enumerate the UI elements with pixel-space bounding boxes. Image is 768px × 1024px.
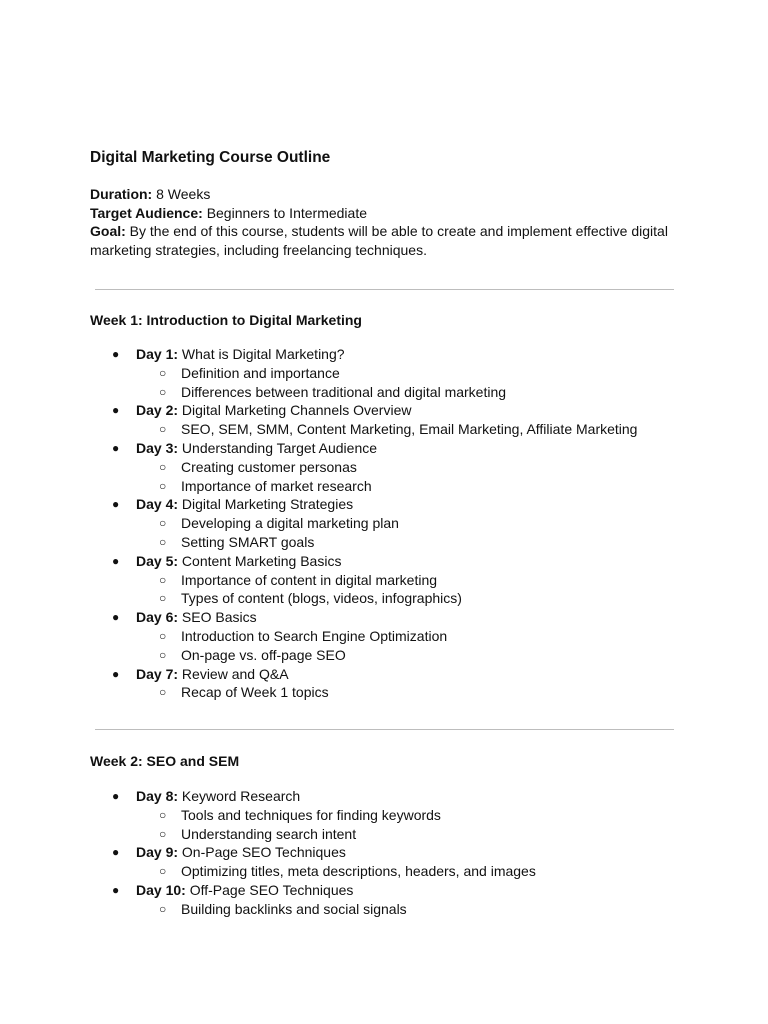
day-item	[90, 401, 680, 439]
bullet-dot-icon: ●	[112, 882, 120, 897]
bullet-circle-icon: ○	[159, 534, 167, 549]
topic-item	[137, 683, 680, 702]
day-item	[90, 881, 680, 919]
bullet-dot-icon: ●	[112, 789, 120, 803]
bullet-circle-icon: ○	[159, 516, 167, 531]
day-label: Day 10:	[136, 881, 186, 898]
topic-text: Importance of market research	[181, 477, 372, 494]
bullet-circle-icon: ○	[159, 384, 167, 399]
topic-item	[137, 514, 680, 533]
topic-text: Importance of content in digital marketing	[181, 571, 438, 588]
week-2-heading: Week 2: SEO and SEM	[90, 753, 240, 769]
bullet-circle-icon: ○	[159, 685, 167, 700]
day-title: What is Digital Marketing?	[181, 346, 345, 362]
topic-item	[137, 420, 680, 439]
topic-list	[136, 458, 680, 496]
topic-text: Tools and techniques for finding keywords	[181, 806, 441, 823]
topic-text: On-page vs. off-page SEO	[181, 646, 346, 663]
day-label: Day 6:	[136, 609, 179, 626]
bullet-circle-icon: ○	[159, 647, 167, 662]
day-label: Day 8:	[136, 788, 179, 804]
topic-text: Building backlinks and social signals	[181, 900, 407, 917]
topic-item	[137, 477, 680, 496]
topic-list	[136, 627, 680, 665]
bullet-dot-icon: ●	[112, 347, 120, 361]
topic-item	[137, 900, 680, 919]
bullet-dot-icon: ●	[112, 666, 120, 681]
week-1-day-list	[90, 345, 680, 702]
bullet-circle-icon: ○	[159, 422, 167, 437]
day-title: Understanding Target Audience	[181, 439, 378, 456]
topic-list	[136, 900, 680, 919]
topic-text: Creating customer personas	[181, 458, 357, 475]
day-item	[90, 495, 680, 551]
day-label: Day 2:	[136, 402, 179, 419]
bullet-circle-icon: ○	[159, 572, 167, 587]
day-item	[90, 552, 680, 608]
day-label: Day 7:	[136, 665, 179, 682]
topic-item	[137, 825, 680, 844]
duration-label: Duration:	[90, 186, 153, 202]
bullet-dot-icon: ●	[112, 440, 120, 455]
document-title: Digital Marketing Course Outline	[90, 149, 331, 166]
bullet-dot-icon: ●	[112, 497, 120, 512]
day-title: Digital Marketing Strategies	[181, 496, 354, 513]
bullet-dot-icon: ●	[112, 553, 120, 568]
topic-list	[136, 514, 680, 552]
bullet-circle-icon: ○	[159, 628, 167, 643]
audience-line	[90, 204, 680, 223]
bullet-circle-icon: ○	[159, 807, 167, 822]
audience-label: Target Audience:	[90, 204, 203, 221]
day-item	[90, 345, 680, 401]
bullet-circle-icon: ○	[159, 864, 167, 879]
topic-text: Setting SMART goals	[181, 533, 315, 550]
bullet-dot-icon: ●	[112, 845, 120, 860]
topic-item	[137, 862, 680, 881]
day-label: Day 9:	[136, 844, 179, 861]
day-label: Day 3:	[136, 439, 179, 456]
goal-label: Goal:	[90, 223, 126, 240]
topic-item	[137, 571, 680, 590]
day-title: On-Page SEO Techniques	[181, 844, 346, 861]
day-title: Content Marketing Basics	[181, 552, 342, 569]
day-item	[90, 787, 680, 843]
topic-item	[137, 806, 680, 825]
bullet-dot-icon: ●	[112, 610, 120, 625]
topic-list	[136, 806, 680, 844]
day-title: Digital Marketing Channels Overview	[181, 402, 412, 419]
day-title: Review and Q&A	[181, 665, 289, 682]
day-item	[90, 843, 680, 881]
topic-item	[137, 627, 680, 646]
day-label: Day 4:	[136, 496, 179, 513]
topic-text: Developing a digital marketing plan	[181, 515, 399, 532]
topic-list	[136, 420, 680, 439]
day-label: Day 1:	[136, 346, 179, 362]
topic-text: Differences between traditional and digital marketing	[181, 383, 507, 400]
topic-text: Recap of Week 1 topics	[181, 684, 329, 701]
bullet-circle-icon: ○	[159, 901, 167, 916]
topic-list	[136, 683, 680, 702]
topic-text: SEO, SEM, SMM, Content Marketing, Email Marketing, Affiliate Marketing	[181, 421, 638, 438]
topic-text: Types of content (blogs, videos, infographics)	[181, 590, 462, 607]
topic-item	[137, 458, 680, 477]
topic-item	[137, 533, 680, 552]
day-item	[90, 439, 680, 495]
horizontal-rule	[95, 289, 674, 290]
bullet-circle-icon: ○	[159, 459, 167, 474]
day-item	[90, 608, 680, 664]
day-title: Off-Page SEO Techniques	[189, 881, 354, 898]
bullet-circle-icon: ○	[159, 826, 167, 841]
topic-text: Definition and importance	[181, 364, 340, 381]
goal-line	[90, 222, 680, 259]
goal-value: By the end of this course, students will be able to create and implement effective digital marketing strategies, including freelancing techniques.	[90, 223, 668, 259]
topic-item	[137, 383, 680, 402]
day-label: Day 5:	[136, 552, 179, 569]
topic-item	[137, 364, 680, 383]
course-meta	[90, 185, 680, 260]
audience-value: Beginners to Intermediate	[206, 204, 368, 221]
topic-text: Optimizing titles, meta descriptions, headers, and images	[181, 863, 536, 880]
topic-text: Introduction to Search Engine Optimization	[181, 627, 448, 644]
topic-list	[136, 364, 680, 402]
duration-line	[90, 185, 680, 204]
topic-item	[137, 646, 680, 665]
bullet-circle-icon: ○	[159, 591, 167, 606]
day-title: Keyword Research	[181, 788, 301, 804]
horizontal-rule	[95, 729, 674, 730]
week-2-day-list	[90, 787, 680, 919]
topic-list	[136, 571, 680, 609]
day-item	[90, 665, 680, 703]
day-title: SEO Basics	[181, 609, 257, 626]
bullet-circle-icon: ○	[159, 478, 167, 493]
topic-list	[136, 862, 680, 881]
topic-text: Understanding search intent	[181, 825, 357, 842]
bullet-dot-icon: ●	[112, 403, 120, 418]
topic-item	[137, 589, 680, 608]
bullet-circle-icon: ○	[159, 365, 167, 380]
week-1-heading: Week 1: Introduction to Digital Marketing	[90, 312, 362, 328]
duration-value: 8 Weeks	[156, 186, 211, 202]
